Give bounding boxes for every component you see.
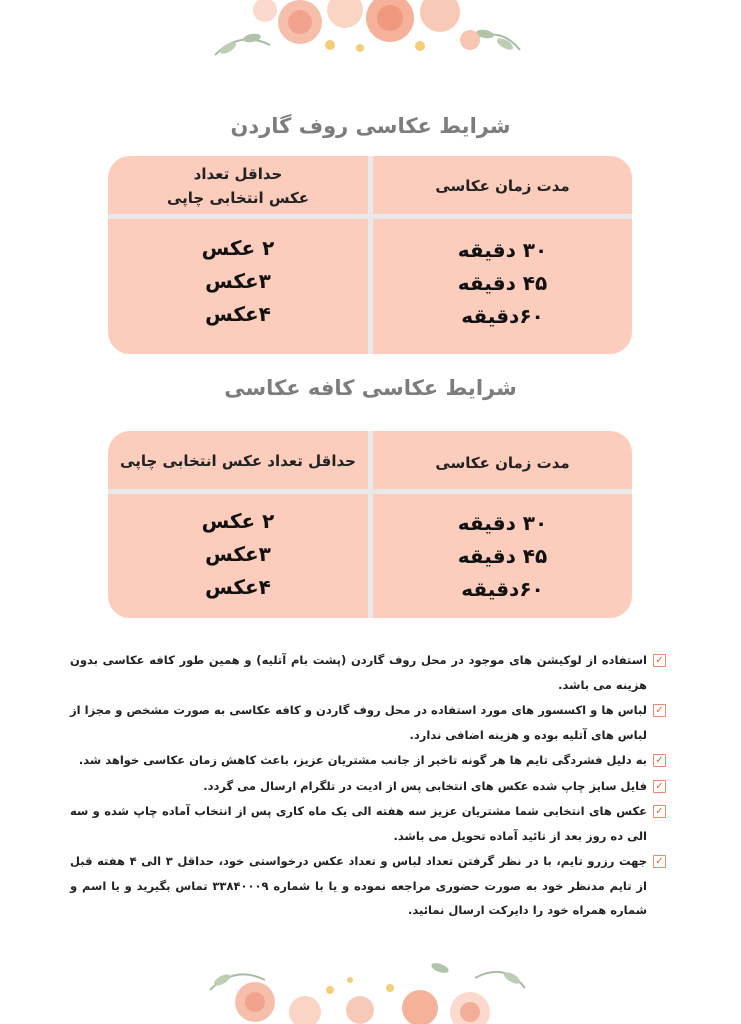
photo-count-item: ۳عکس [205,269,271,293]
term-item [70,799,666,848]
floral-footer-decoration [0,950,741,1024]
section-title-roof-garden: شرایط عکاسی روف گاردن [230,114,511,138]
cafe-table [108,431,632,618]
header-duration: مدت زمان عکاسی [435,454,570,472]
term-item [70,849,666,923]
checkbox-checked-icon: ✓ [653,855,666,868]
photo-count-item: ۲ عکس [201,236,275,260]
term-text: عکس های انتخابی شما مشتریان عزیز سه هفته الی یک ماه کاری پس از انتخاب آماده چاپ شده و سه الی ده روز بعد از تائید آماده تحویل می باشد. [70,804,647,843]
checkbox-checked-icon: ✓ [653,754,666,767]
photo-count-item: ۴عکس [205,302,271,326]
checkbox-checked-icon: ✓ [653,704,666,717]
photo-count-item: ۳عکس [205,542,271,566]
photos-list [108,505,368,604]
term-item [70,648,666,697]
header-min-photos-line2: عکس انتخابی چاپی [166,189,310,207]
header-min-photos [108,162,368,210]
term-text: لباس ها و اکسسور های مورد استفاده در محل روف گاردن و کافه عکاسی به صورت مشخص و مجزا از لباس های آتلیه بوده و هزینه اضافی ندارد. [70,703,647,742]
duration-item: ۳۰ دقیقه [457,238,548,262]
header-duration: مدت زمان عکاسی [435,177,570,195]
checkbox-checked-icon: ✓ [653,654,666,667]
durations-list [373,507,632,606]
durations-list [373,234,632,333]
duration-item: ۴۵ دقیقه [457,544,548,568]
duration-item: ۳۰ دقیقه [457,511,548,535]
terms-list [70,648,666,924]
table-header-divider [108,489,632,494]
roof-garden-table [108,156,632,354]
term-text: به دلیل فشردگی تایم ها هر گونه تاخیر از جانب مشتریان عزیز، باعث کاهش زمان عکاسی خواهد شد. [78,753,647,767]
term-item [70,698,666,747]
term-item [70,774,666,799]
photo-count-item: ۴عکس [205,575,271,599]
header-min-photos: حداقل تعداد عکس انتخابی چاپی [120,452,356,470]
term-text: جهت رزرو تایم، با در نظر گرفتن تعداد لباس و تعداد عکس درخواستی خود، حداقل ۳ الی ۴ هفته قبل از تایم مدنظر خود به صورت حضوری مراجعه نموده و یا با شماره ۳۳۸۴۰۰۰۹ تماس بگیرید و یا اسم و شماره همراه خود را دایرکت ارسال نمائید. [70,854,647,917]
duration-item: ۴۵ دقیقه [457,271,548,295]
duration-item: ۶۰دقیقه [461,577,544,601]
photos-list [108,232,368,331]
term-text: استفاده از لوکیشن های موجود در محل روف گاردن (پشت بام آتلیه) و همین طور کافه عکاسی بدون هزینه می باشد. [70,653,647,692]
term-item [70,748,666,773]
checkbox-checked-icon: ✓ [653,805,666,818]
table-header-divider [108,214,632,219]
term-text: فایل سایز چاپ شده عکس های انتخابی پس از ادیت در تلگرام ارسال می گردد. [203,778,647,793]
section-title-cafe: شرایط عکاسی کافه عکاسی [224,376,517,400]
floral-header-decoration [0,0,741,80]
duration-item: ۶۰دقیقه [461,304,544,328]
checkbox-checked-icon: ✓ [653,780,666,793]
photo-count-item: ۲ عکس [201,509,275,533]
header-min-photos-line1: حداقل تعداد [193,165,283,183]
